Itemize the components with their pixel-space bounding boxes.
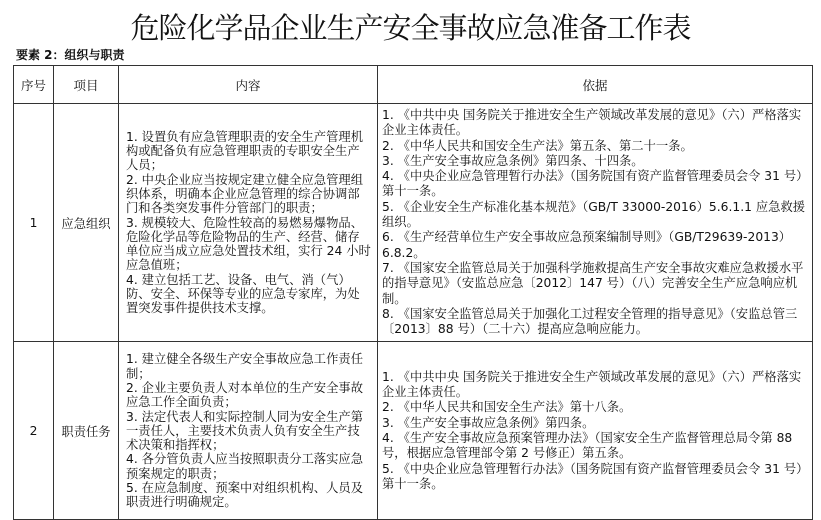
content-item: 1. 建立健全各级生产安全事故应急工作责任制； [126, 352, 363, 381]
content-item: 5. 在应急制度、预案中对组织机构、人员及职责进行明确规定。 [126, 480, 363, 510]
basis-item: 2. 《中华人民共和国安全生产法》第十八条。 [382, 400, 632, 415]
row-content [119, 342, 378, 520]
basis-item: 7. 《国家安全监管总局关于加强科学施救提高生产安全事故灾难应急救援水平的指导意见》（安监总应急〔2012〕147 号）（八）完善安全生产应急响应机制。 [382, 260, 804, 306]
content-item: 3. 法定代表人和实际控制人同为安全生产第一责任人，主要技术负责人负有安全生产技术决策和指挥权； [126, 409, 363, 453]
row-content [119, 104, 378, 342]
row-basis [378, 342, 813, 520]
basis-item: 4. 《中央企业应急管理暂行办法》（国务院国有资产监督管理委员会令 31 号）第十一条。 [382, 169, 803, 199]
basis-item: 4. 《生产安全事故应急预案管理办法》（国家安全生产监督管理总局令第 88 号，根据应急管理部令第 2 号修正）第五条。 [382, 430, 793, 461]
basis-item: 5. 《企业安全生产标准化基本规范》（GB/T 33000-2016）5.6.1.1 应急救援组织。 [382, 199, 806, 230]
header-content: 内容 [119, 66, 378, 104]
emergency-prep-table [13, 65, 813, 520]
table-row [14, 104, 813, 342]
basis-item: 6. 《生产经营单位生产安全事故应急预案编制导则》（GB/T29639-2013）6.8.2。 [382, 230, 792, 260]
basis-item: 1. 《中共中央 国务院关于推进安全生产领域改革发展的意见》（六）严格落实企业主体责任。 [382, 369, 802, 400]
basis-item: 2. 《中华人民共和国安全生产法》第五条、第二十一条。 [382, 138, 693, 153]
section-subtitle: 要素 2：组织与职责 [16, 48, 125, 62]
row-item: 应急组织 [54, 104, 119, 342]
content-item: 1. 设置负有应急管理职责的安全生产管理机构或配备负有应急管理职责的专职安全生产人员； [126, 129, 363, 173]
row-no: 2 [14, 342, 54, 520]
content-item: 3. 规模较大、危险性较高的易燃易爆物品、危险化学品等危险物品的生产、经营、储存单位应当成立应急处置技术组，实行 24 小时应急值班； [126, 215, 371, 273]
content-item: 4. 建立包括工艺、设备、电气、消（气）防、安全、环保等专业的应急专家库，为处置突发事件提供技术支撑。 [126, 272, 360, 316]
basis-item: 5. 《中央企业应急管理暂行办法》（国务院国有资产监督管理委员会令 31 号）第十一条。 [382, 461, 803, 491]
content-item: 4. 各分管负责人应当按照职责分工落实应急预案规定的职责； [126, 452, 363, 481]
table-header-row [14, 66, 813, 104]
row-no: 1 [14, 104, 54, 342]
content-item: 2. 企业主要负责人对本单位的生产安全事故应急工作全面负责； [126, 380, 363, 410]
table-row [14, 342, 813, 520]
page-title: 危险化学品企业生产安全事故应急准备工作表 [130, 11, 691, 45]
header-no: 序号 [14, 66, 54, 104]
header-item: 项目 [54, 66, 119, 104]
basis-item: 1. 《中共中央 国务院关于推进安全生产领域改革发展的意见》（六）严格落实企业主体责任。 [382, 108, 802, 138]
content-item: 2. 中央企业应当按规定建立健全应急管理组织体系，明确本企业应急管理的综合协调部门和各类突发事件分管部门的职责； [126, 172, 363, 216]
basis-item: 3. 《生产安全事故应急条例》第四条。 [382, 415, 595, 430]
header-basis: 依据 [378, 66, 813, 104]
row-item: 职责任务 [54, 342, 119, 520]
basis-item: 3. 《生产安全事故应急条例》第四条、十四条。 [382, 153, 644, 168]
row-basis [378, 104, 813, 342]
basis-item: 8. 《国家安全监管总局关于加强化工过程安全管理的指导意见》（安监总管三〔2013〕88 号）（二十六）提高应急响应能力。 [382, 306, 798, 337]
